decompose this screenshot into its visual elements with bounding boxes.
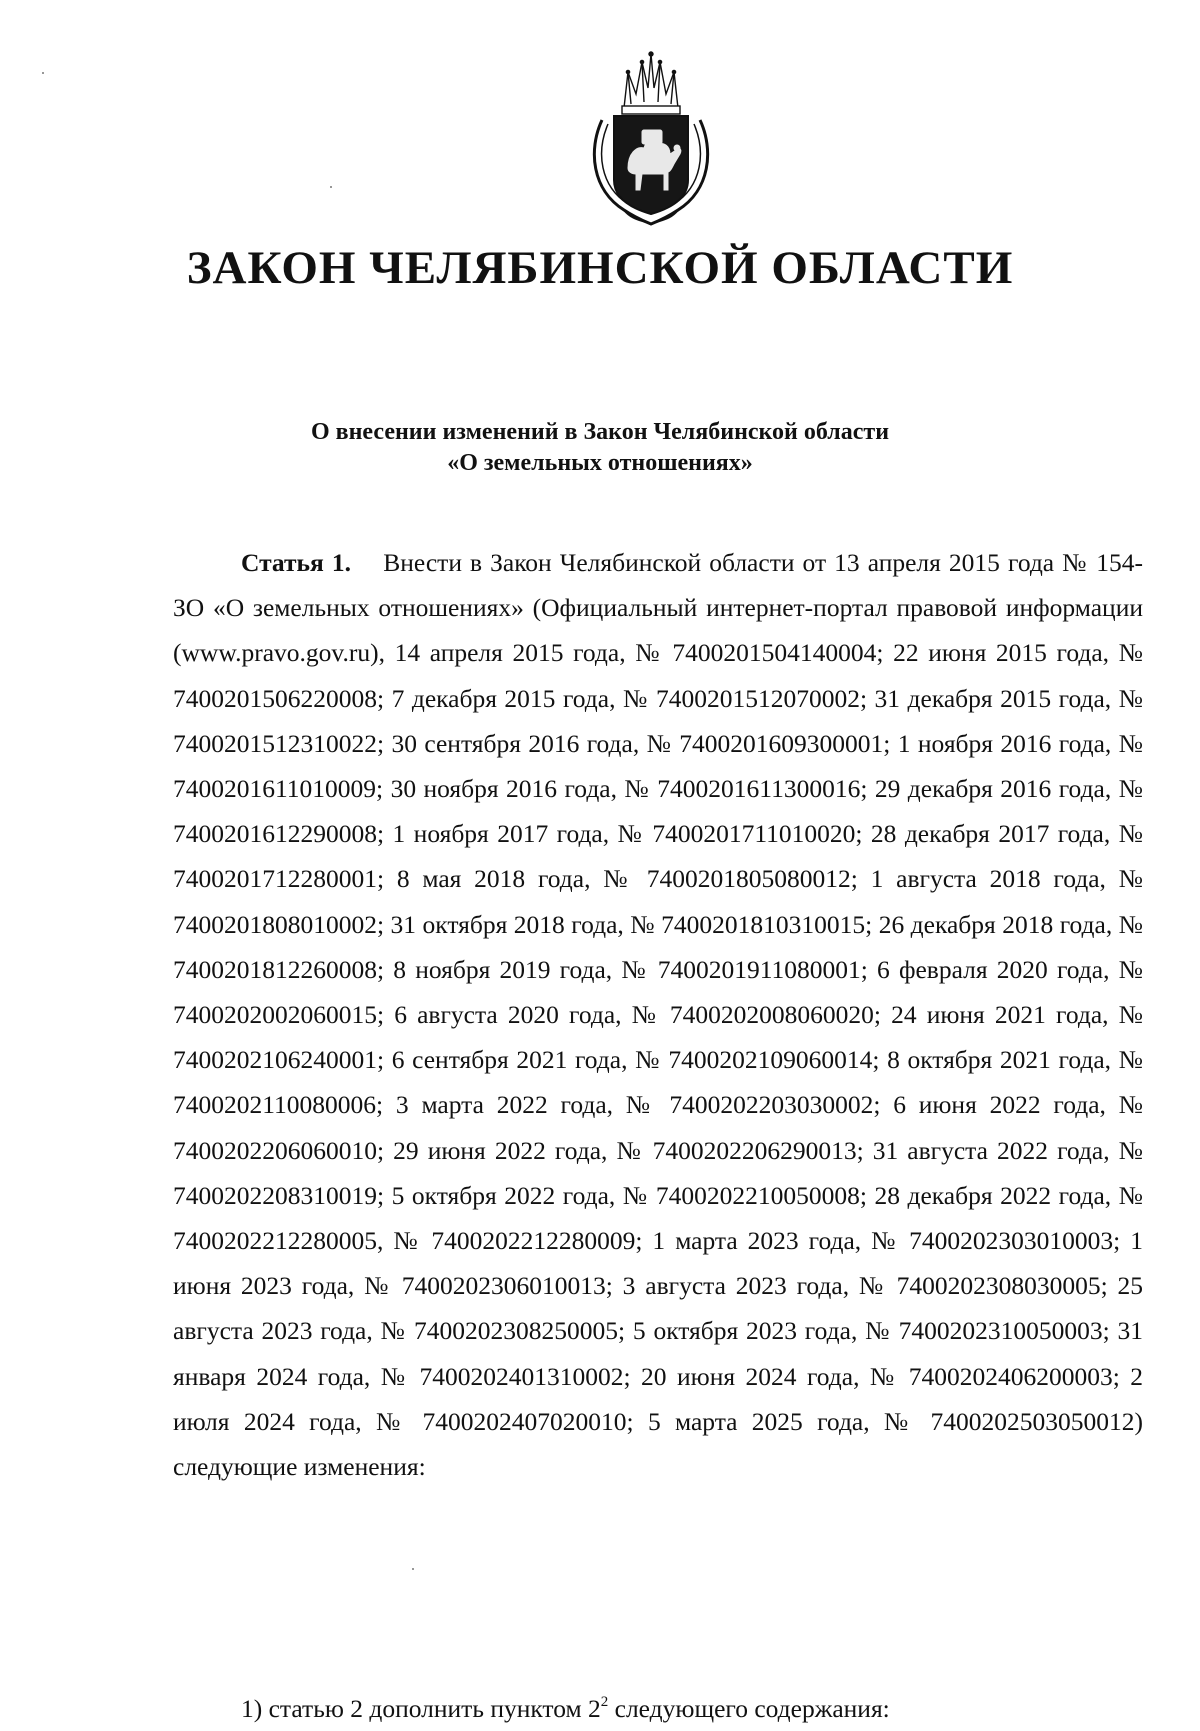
scan-speck [42,72,44,74]
amendment-item-1-text-end: следующего содержания: [608,1694,890,1723]
law-title-line-2: «О земельных отношениях» [447,450,753,476]
law-heading: ЗАКОН ЧЕЛЯБИНСКОЙ ОБЛАСТИ [186,242,1014,294]
article-1-paragraph [173,540,1143,1489]
scan-speck [330,186,332,188]
amendment-item-1-superscript: 2 [600,1693,609,1710]
coat-of-arms-icon [584,50,718,226]
law-title-line-1: О внесении изменений в Закон Челябинской области [310,419,890,445]
article-1-text: Внести в Закон Челябинской области от 13 апреля 2015 года № 154-ЗО «О земельных отношениях» (Официальный интернет-портал правовой информации (www.pravo.gov.ru), 14 апреля 2015 года, № 7400201504140004; 22 июня 2015 года, № 7400201506220008; 7 декабря 2015 года, № 7400201512070002; 31 декабря 2015 года, № 7400201512310022; 30 сентября 2016 года, № 7400201609300001; 1 ноября 2016 года, № 7400201611010009; 30 ноября 2016 года, № 7400201611300016; 29 декабря 2016 года, № 7400201612290008; 1 ноября 2017 года, № 7400201711010020; 28 декабря 2017 года, № 7400201712280001; 8 мая 2018 года, № 7400201805080012; 1 августа 2018 года, № 7400201808010002; 31 октября 2018 года, № 7400201810310015; 26 декабря 2018 года, № 7400201812260008; 8 ноября 2019 года, № 7400201911080001; 6 февраля 2020 года, № 7400202002060015; 6 августа 2020 года, № 7400202008060020; 24 июня 2021 года, № 7400202106240001; 6 сентября 2021 года, № 7400202109060014; 8 октября 2021 года, № 7400202110080006; 3 марта 2022 года, № 7400202203030002; 6 июня 2022 года, № 7400202206060010; 29 июня 2022 года, № 7400202206290013; 31 августа 2022 года, № 7400202208310019; 5 октября 2022 года, № 7400202210050008; 28 декабря 2022 года, № 7400202212280005, № 7400202212280009; 1 марта 2023 года, № 7400202303010003; 1 июня 2023 года, № 7400202306010013; 3 августа 2023 года, № 7400202308030005; 25 августа 2023 года, № 7400202308250005; 5 октября 2023 года, № 7400202310050003; 31 января 2024 года, № 7400202401310002; 20 июня 2024 года, № 7400202406200003; 2 июля 2024 года, № 7400202407020010; 5 марта 2025 года, № 7400202503050012) следующие изменения: [173,548,1143,1482]
article-1-label: Статья 1. [241,548,351,577]
crown-icon [622,52,680,114]
amendment-item-1-text: 1) статью 2 дополнить пунктом 2 [241,1694,601,1723]
scan-speck [412,1568,414,1570]
law-title [0,417,1200,479]
amendment-item-1 [241,1686,1143,1731]
